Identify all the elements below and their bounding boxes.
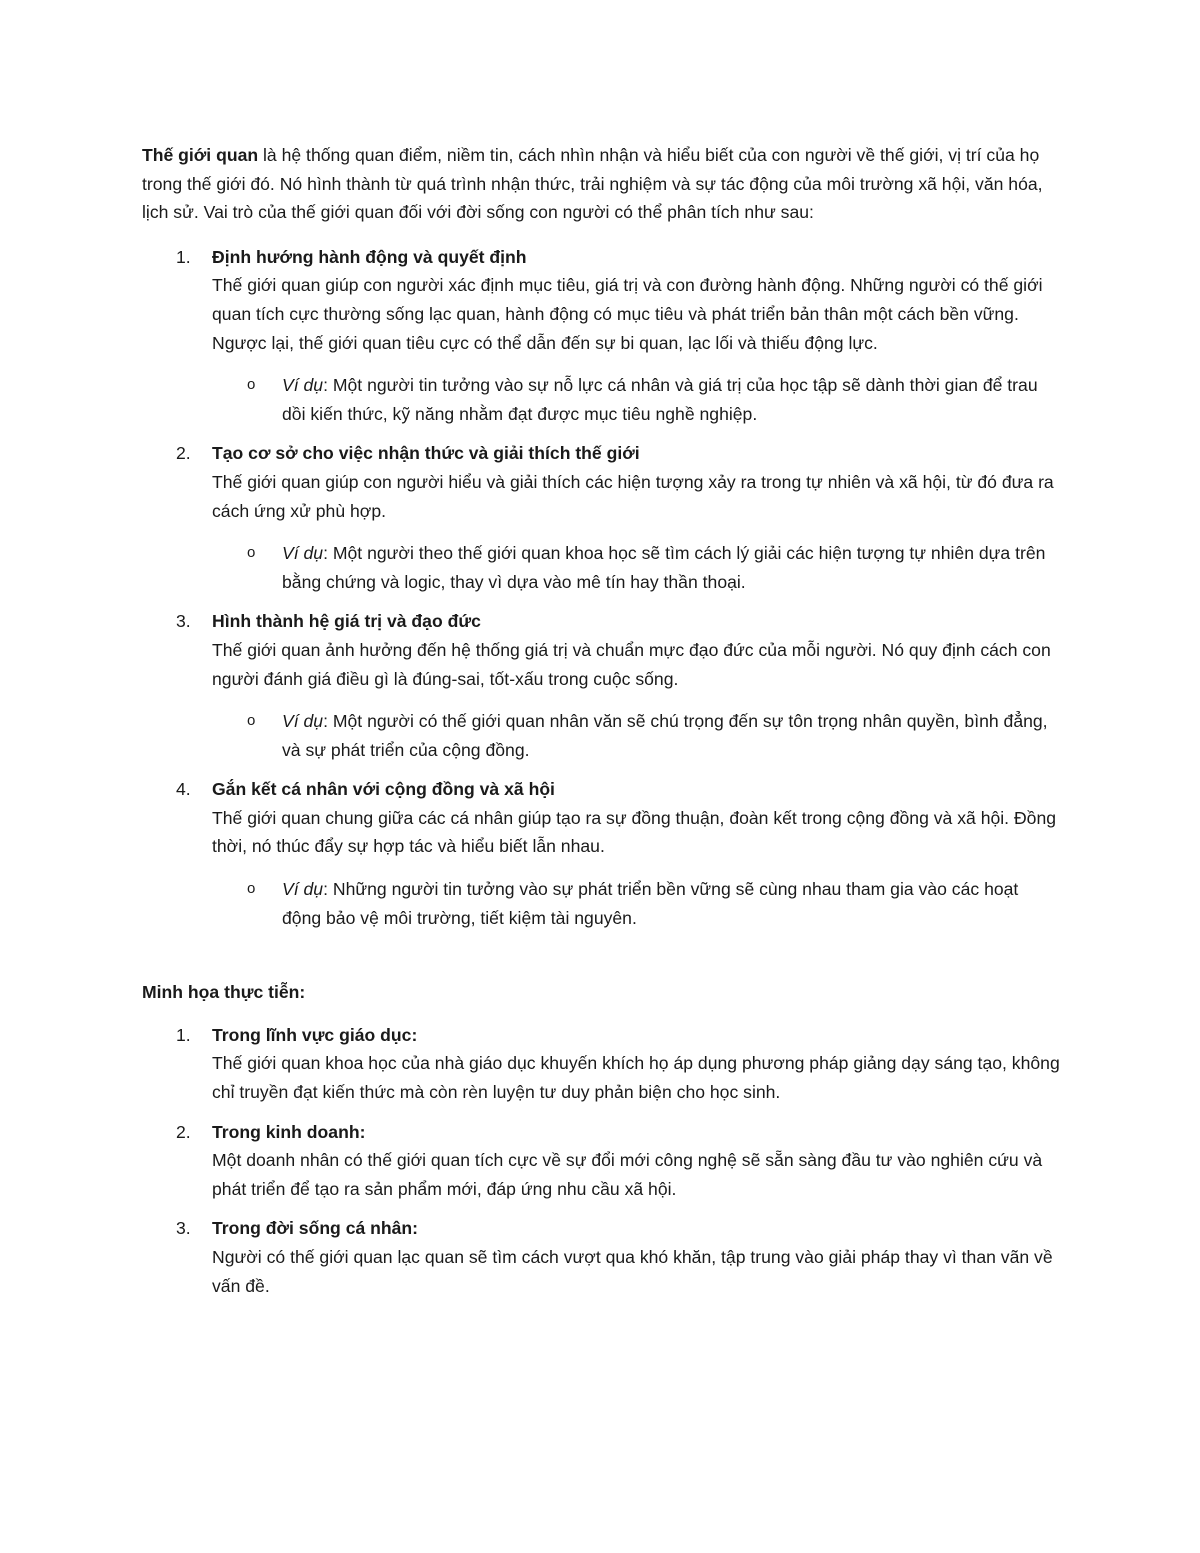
example-content: : Một người có thế giới quan nhân văn sẽ chú trọng đến sự tôn trọng nhân quyền, bình đẳng, và sự phát triển của cộng đồng. <box>282 711 1048 760</box>
practice-list <box>142 1021 1060 1300</box>
intro-paragraph <box>142 141 1060 227</box>
example-bullet <box>212 371 1060 428</box>
list-number: 3. <box>176 1218 191 1239</box>
item-body: Thế giới quan ảnh hưởng đến hệ thống giá trị và chuẩn mực đạo đức của mỗi người. Nó quy định cách con người đánh giá điều gì là đúng-sai, tốt-xấu trong cuộc sống. <box>212 639 1051 689</box>
item-title: Trong kinh doanh: <box>212 1121 366 1142</box>
example-content: : Những người tin tưởng vào sự phát triển bền vững sẽ cùng nhau tham gia vào các hoạt động bảo vệ môi trường, tiết kiệm tài nguyên. <box>282 879 1019 928</box>
item-title: Trong lĩnh vực giáo dục: <box>212 1024 418 1045</box>
example-text <box>282 371 1060 428</box>
example-label: Ví dụ <box>282 711 324 732</box>
bullet-marker: o <box>247 544 256 562</box>
item-title: Trong đời sống cá nhân: <box>212 1218 419 1239</box>
example-bullet <box>212 707 1060 764</box>
list-number: 4. <box>176 779 191 800</box>
item-title: Định hướng hành động và quyết định <box>212 246 527 267</box>
item-body: Thế giới quan giúp con người hiểu và giải thích các hiện tượng xảy ra trong tự nhiên và xã hội, từ đó đưa ra cách ứng xử phù hợp. <box>212 471 1054 521</box>
example-content: : Một người tin tưởng vào sự nỗ lực cá nhân và giá trị của học tập sẽ dành thời gian để trau dồi kiến thức, kỹ năng nhằm đạt được mục tiêu nghề nghiệp. <box>282 375 1038 424</box>
bullet-marker: o <box>247 712 256 730</box>
example-bullet <box>212 875 1060 932</box>
bullet-marker: o <box>247 880 256 898</box>
item-title: Hình thành hệ giá trị và đạo đức <box>212 611 481 632</box>
item-title: Gắn kết cá nhân với cộng đồng và xã hội <box>212 779 555 800</box>
item-body: Thế giới quan chung giữa các cá nhân giúp tạo ra sự đồng thuận, đoàn kết trong cộng đồng và xã hội. Đồng thời, nó thúc đẩy sự hợp tác và hiểu biết lẫn nhau. <box>212 807 1057 857</box>
item-body: Thế giới quan giúp con người xác định mục tiêu, giá trị và con đường hành động. Những người có thế giới quan tích cực thường sống lạc quan, hành động có mục tiêu và phát triển bản thân một cách bền vững. Ngược lại, thế giới quan tiêu cực có thể dẫn đến sự bi quan, lạc lối và thiếu động lực. <box>212 275 1043 353</box>
list-item <box>142 775 1060 932</box>
list-item <box>142 1021 1060 1107</box>
roles-list <box>142 243 1060 932</box>
example-content: : Một người theo thế giới quan khoa học sẽ tìm cách lý giải các hiện tượng tự nhiên dựa trên bằng chứng và logic, thay vì dựa vào mê tín hay thần thoại. <box>282 543 1046 592</box>
list-number: 1. <box>176 246 191 267</box>
example-bullet <box>212 539 1060 596</box>
item-body: Thế giới quan khoa học của nhà giáo dục khuyến khích họ áp dụng phương pháp giảng dạy sáng tạo, không chỉ truyền đạt kiến thức mà còn rèn luyện tư duy phản biện cho học sinh. <box>212 1053 1060 1103</box>
item-body: Người có thế giới quan lạc quan sẽ tìm cách vượt qua khó khăn, tập trung vào giải pháp thay vì than vãn về vấn đề. <box>212 1247 1053 1296</box>
item-body: Một doanh nhân có thế giới quan tích cực về sự đổi mới công nghệ sẽ sẵn sàng đầu tư vào nghiên cứu và phát triển để tạo ra sản phẩm mới, đáp ứng nhu cầu xã hội. <box>212 1150 1043 1199</box>
example-text <box>282 875 1060 932</box>
example-text <box>282 707 1060 764</box>
list-item <box>142 607 1060 764</box>
intro-text: là hệ thống quan điểm, niềm tin, cách nhìn nhận và hiểu biết của con người về thế giới, vị trí của họ trong thế giới đó. Nó hình thành từ quá trình nhận thức, trải nghiệm và sự tác động của môi trường xã hội, văn hóa, lịch sử. Vai trò của thế giới quan đối với đời sống con người có thể phân tích như sau: <box>142 145 1043 223</box>
example-label: Ví dụ <box>282 375 324 396</box>
list-number: 1. <box>176 1024 191 1045</box>
bullet-marker: o <box>247 376 256 394</box>
list-item <box>142 1118 1060 1204</box>
list-number: 3. <box>176 611 191 632</box>
list-item <box>142 243 1060 429</box>
list-item <box>142 1214 1060 1300</box>
list-number: 2. <box>176 443 191 464</box>
example-label: Ví dụ <box>282 543 324 564</box>
list-number: 2. <box>176 1121 191 1142</box>
example-label: Ví dụ <box>282 879 324 900</box>
section-heading: Minh họa thực tiễn: <box>142 982 306 1003</box>
intro-term: Thế giới quan <box>142 145 259 165</box>
document-page <box>142 141 1060 1311</box>
example-text <box>282 539 1060 596</box>
item-title: Tạo cơ sở cho việc nhận thức và giải thích thế giới <box>212 443 640 464</box>
list-item <box>142 439 1060 596</box>
